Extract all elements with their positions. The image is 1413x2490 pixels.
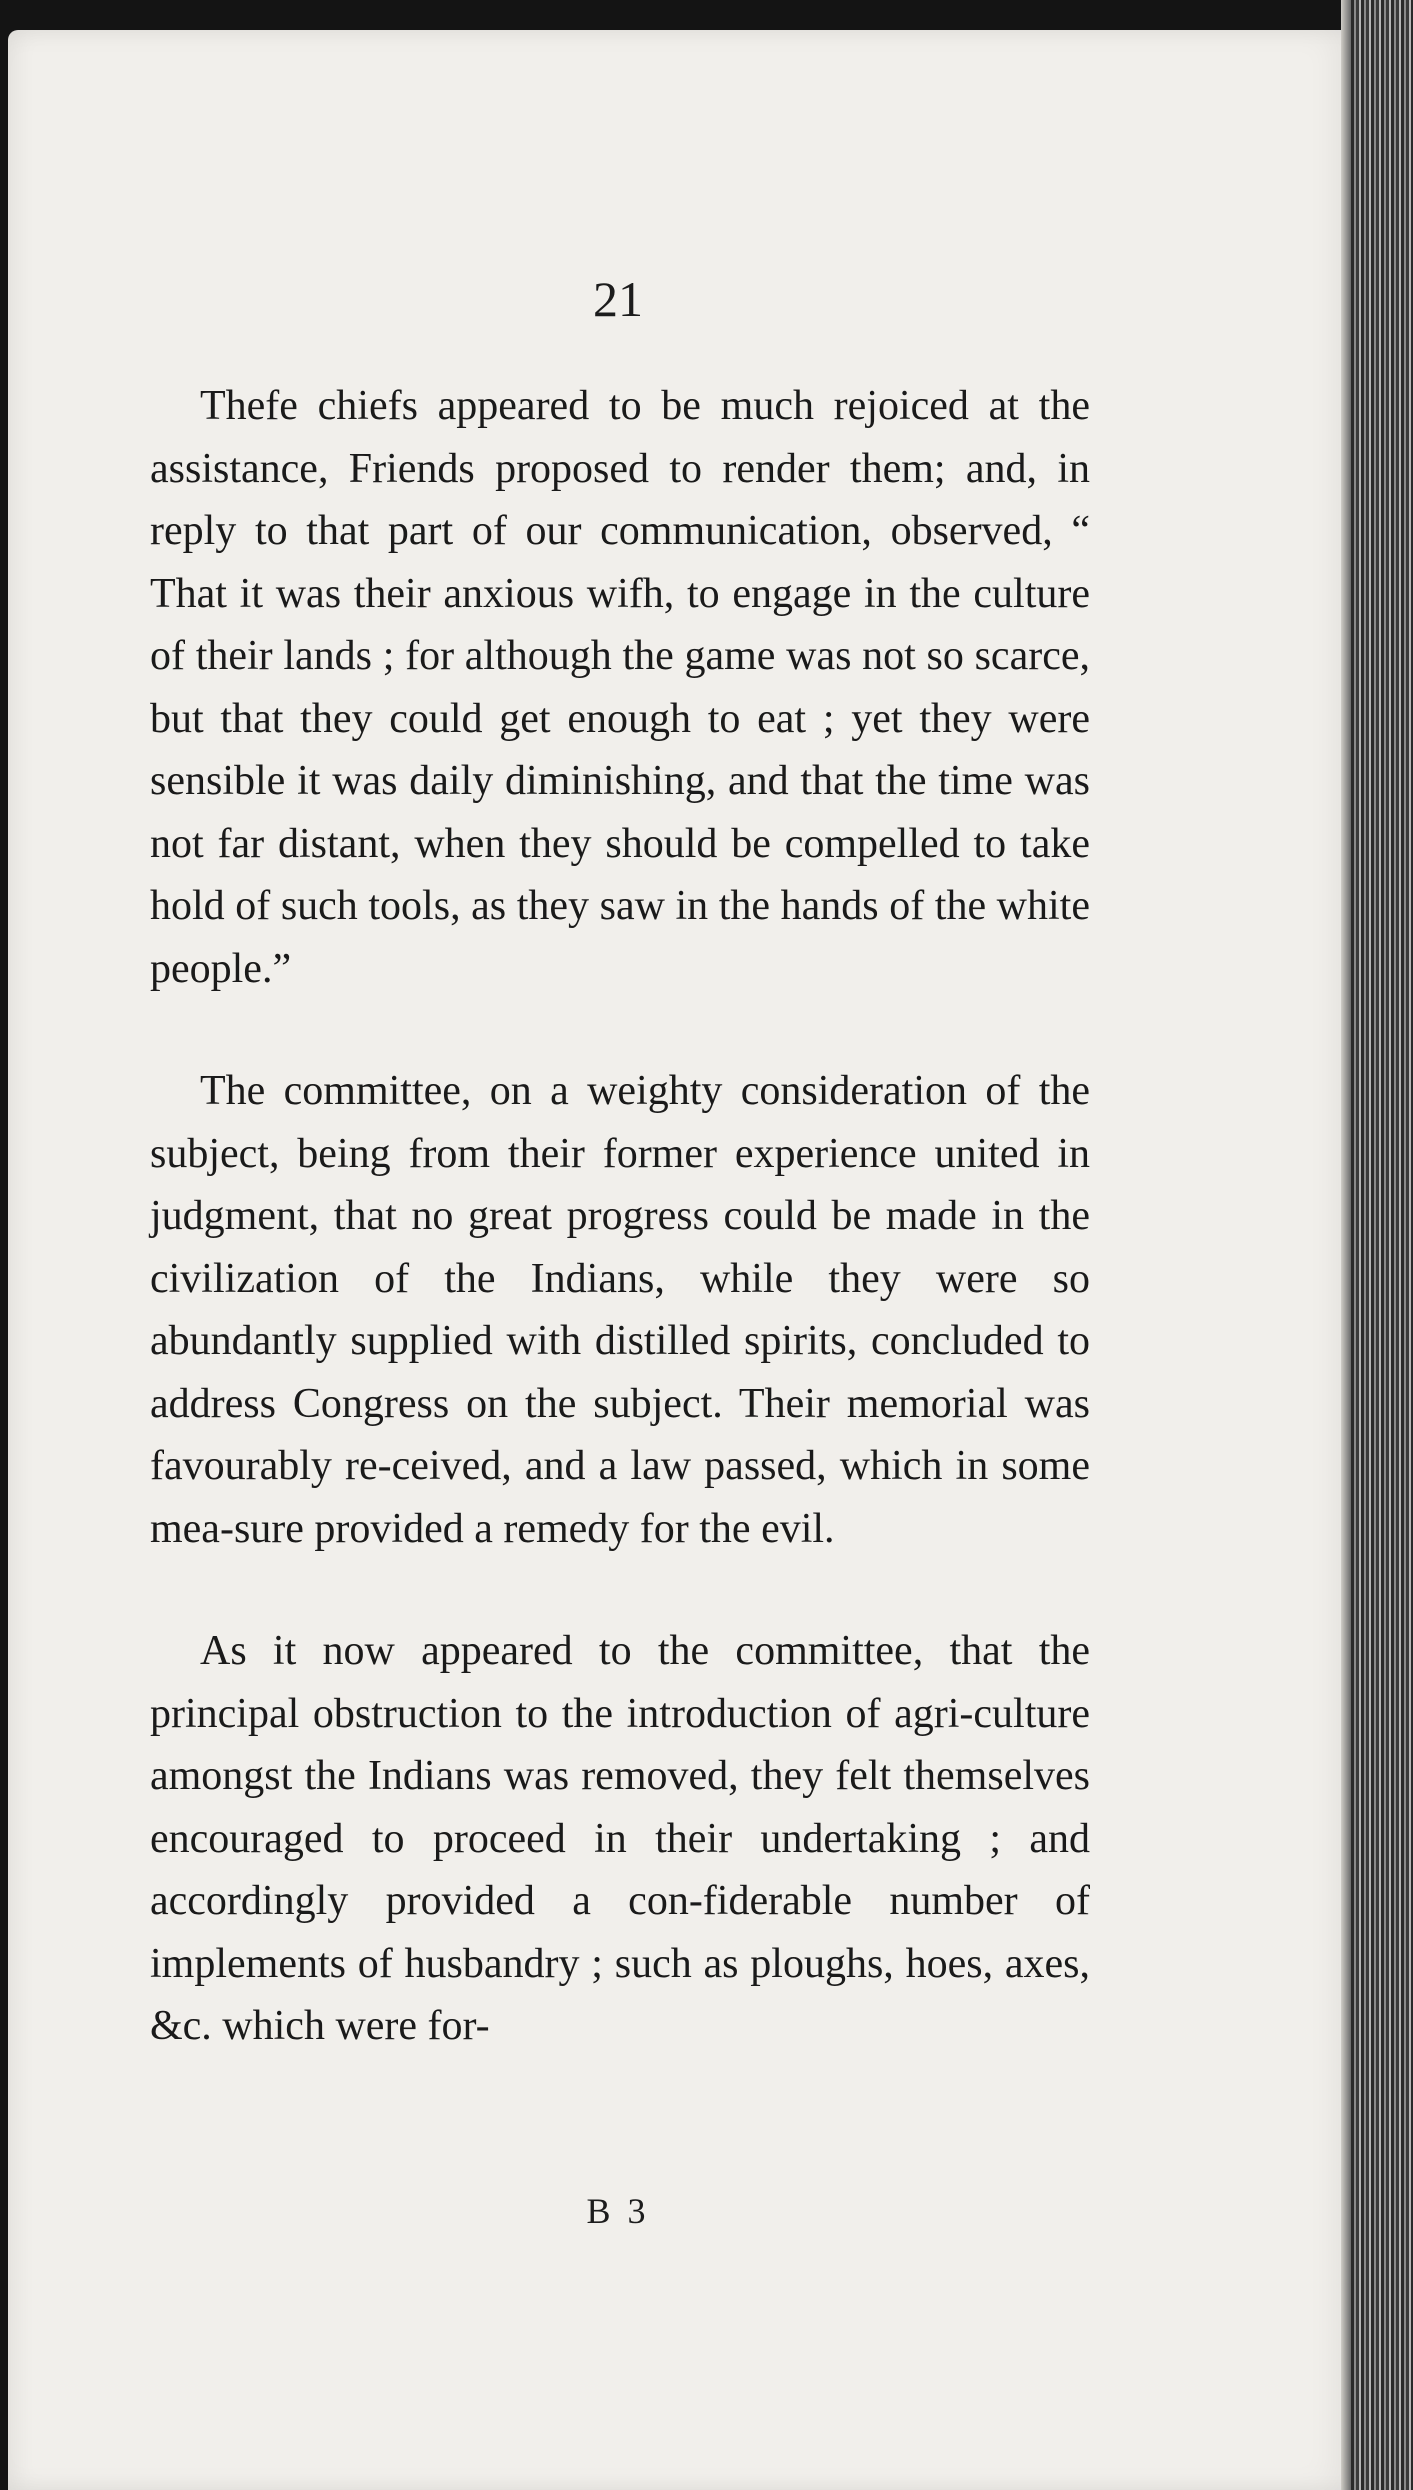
paragraph-chiefs-reply: Thefe chiefs appeared to be much rejoiced at the assistance, Friends proposed to render them; and, in reply to that part of our communication, observed, “ That it was their anxious wifh, to engage in the culture of their lands ; for although the game was not so scarce, but that they could get enough to eat ; yet they were sensible it was daily diminishing, and that the time was not far distant, when they should be compelled to take hold of such tools, as they saw in the hands of the white people.” (150, 383, 1090, 992)
body-text (150, 375, 1090, 2118)
book-page-edges (1351, 0, 1413, 2490)
paragraph-committee-congress: The committee, on a weighty consideration of the subject, being from their former experience united in judgment, that no great progress could be made in the civilization of the Indians, while they were so abundantly supplied with distilled spirits, concluded to address Congress on the subject. Their memorial was favourably re-ceived, and a law passed, which in some mea-sure provided a remedy for the evil. (150, 1068, 1090, 1552)
page-gutter-shadow (1341, 0, 1351, 2490)
page-number: 21 (593, 271, 643, 327)
paragraph-implements-husbandry: As it now appeared to the committee, that the principal obstruction to the introduction of agri-culture amongst the Indians was removed, they felt themselves encouraged to proceed in their undertaking ; and accordingly provided a con-fiderable number of implements of husbandry ; such as ploughs, hoes, axes, &c. which were for- (150, 1628, 1090, 2049)
paper-page (8, 30, 1353, 2490)
signature-mark: B 3 (586, 2191, 650, 2231)
